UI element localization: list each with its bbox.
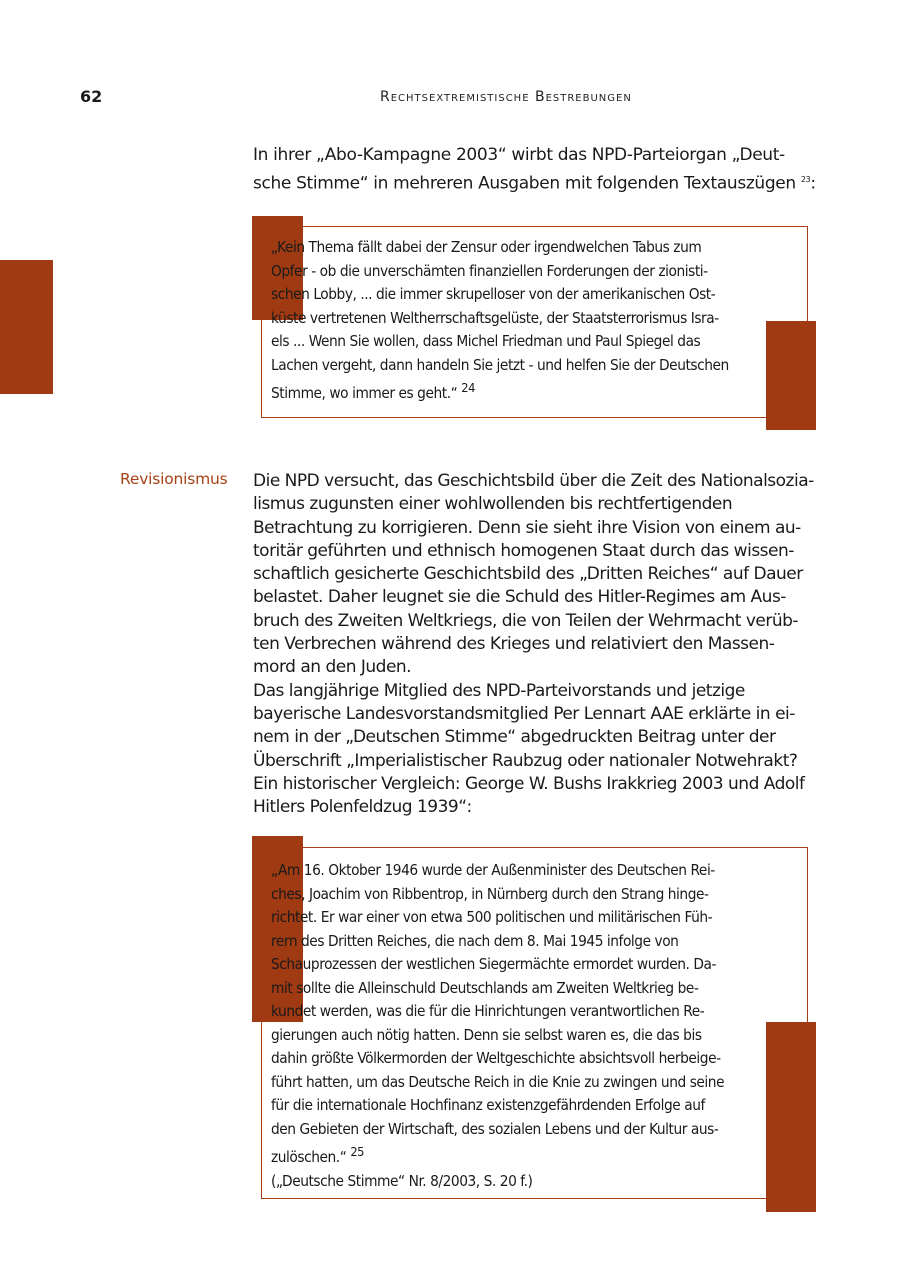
body-line: mord an den Juden. <box>253 657 412 678</box>
paragraph-1 <box>253 470 819 680</box>
quote-line: ches, Joachim von Ribbentrop, in Nürnberg durch den Strang hinge- <box>271 884 709 903</box>
quote-line <box>271 1141 801 1170</box>
body-line: schaftlich gesicherte Geschichtsbild des „Dritten Reiches“ auf Dauer <box>253 564 803 585</box>
intro-paragraph <box>253 144 816 196</box>
side-tab-marker <box>0 260 53 394</box>
quote-line: rern des Dritten Reiches, die nach dem 8. Mai 1945 infolge von <box>271 931 679 950</box>
quote-line-text: Stimme, wo immer es geht.“ <box>271 384 458 403</box>
footnote-ref: 25 <box>350 1145 365 1160</box>
body-line: ten Verbrechen während des Krieges und relativiert den Massen- <box>253 634 775 655</box>
intro-suffix: : <box>810 173 816 194</box>
intro-line-text: sche Stimme“ in mehreren Ausgaben mit folgenden Textauszügen <box>253 173 796 194</box>
quote-line: küste vertretenen Weltherrschaftsgelüste, der Staatsterrorismus Isra- <box>271 308 719 327</box>
running-header <box>380 89 632 105</box>
quote-1-text <box>271 236 801 406</box>
body-text <box>253 470 819 819</box>
quote-line: schen Lobby, ... die immer skrupelloser von der amerikanischen Ost- <box>271 285 716 303</box>
quote-line: gierungen auch nötig hatten. Denn sie selbst waren es, die das bis <box>271 1025 702 1044</box>
body-line: bruch des Zweiten Weltkriegs, die von Teilen der Wehrmacht verüb- <box>253 610 799 631</box>
paragraph-2 <box>253 680 819 820</box>
quote-2-text <box>271 859 801 1193</box>
body-line: Hitlers Polenfeldzug 1939“: <box>253 797 472 818</box>
quote-line <box>271 377 801 406</box>
running-header-title: Rechtsextremistische Bestrebungen <box>380 89 632 105</box>
body-line: Überschrift „Imperialistischer Raubzug oder nationaler Notwehrakt? <box>253 750 798 771</box>
quote-line: dahin größte Völkermorden der Weltgeschichte absichtsvoll herbeige- <box>271 1049 721 1067</box>
body-line: toritär geführten und ethnisch homogenen Staat durch das wissen- <box>253 540 794 561</box>
body-line: lismus zugunsten einer wohlwollenden bis rechtfertigenden <box>253 494 733 515</box>
quote-line: Opfer - ob die unverschämten finanziellen Forderungen der zionisti- <box>271 261 708 280</box>
quote-line: den Gebieten der Wirtschaft, des sozialen Lebens und der Kultur aus- <box>271 1119 719 1138</box>
quote-line: Lachen vergeht, dann handeln Sie jetzt - und helfen Sie der Deutschen <box>271 355 729 374</box>
body-line: Das langjährige Mitglied des NPD-Parteivorstands und jetzige <box>253 680 745 701</box>
quote-line: els ... Wenn Sie wollen, dass Michel Friedman und Paul Spiegel das <box>271 332 701 350</box>
body-line: nem in der „Deutschen Stimme“ abgedruckten Beitrag unter der <box>253 727 776 748</box>
quote-line: kundet werden, was die für die Hinrichtungen verantwortlichen Re- <box>271 1002 705 1020</box>
quote-line: „Am 16. Oktober 1946 wurde der Außenminister des Deutschen Rei- <box>271 861 715 879</box>
body-line: Die NPD versucht, das Geschichtsbild über die Zeit des Nationalsozia- <box>253 471 814 491</box>
quote-line: mit sollte die Alleinschuld Deutschlands am Zweiten Weltkrieg be- <box>271 978 699 997</box>
intro-line: In ihrer „Abo-Kampagne 2003“ wirbt das NPD-Parteiorgan „Deut- <box>253 145 785 165</box>
quote-line: Schauprozessen der westlichen Siegermächte ermordet wurden. Da- <box>271 955 716 973</box>
footnote-ref: 24 <box>461 381 475 396</box>
body-line: Betrachtung zu korrigieren. Denn sie sieht ihre Vision von einem au- <box>253 517 801 538</box>
body-line: bayerische Landesvorstandsmitglied Per Lennart AAE erklärte in ei- <box>253 703 795 724</box>
intro-line <box>253 168 816 196</box>
footnote-ref: 23 <box>800 174 811 184</box>
quote-line: führt hatten, um das Deutsche Reich in die Knie zu zwingen und seine <box>271 1072 725 1091</box>
quote-line: richtet. Er war einer von etwa 500 politischen und militärischen Füh- <box>271 908 713 926</box>
page-number: 62 <box>80 87 103 106</box>
quote-source: („Deutsche Stimme“ Nr. 8/2003, S. 20 f.) <box>271 1171 533 1190</box>
body-line: belastet. Daher leugnet sie die Schuld des Hitler-Regimes am Aus- <box>253 587 786 608</box>
body-line: Ein historischer Vergleich: George W. Bushs Irakkrieg 2003 und Adolf <box>253 773 805 794</box>
quote-line: für die internationale Hochfinanz existenzgefährdenden Erfolge auf <box>271 1096 705 1114</box>
margin-note-revisionismus: Revisionismus <box>120 470 228 488</box>
quote-line-text: zulöschen.“ <box>271 1148 347 1167</box>
quote-line: „Kein Thema fällt dabei der Zensur oder irgendwelchen Tabus zum <box>271 238 702 256</box>
